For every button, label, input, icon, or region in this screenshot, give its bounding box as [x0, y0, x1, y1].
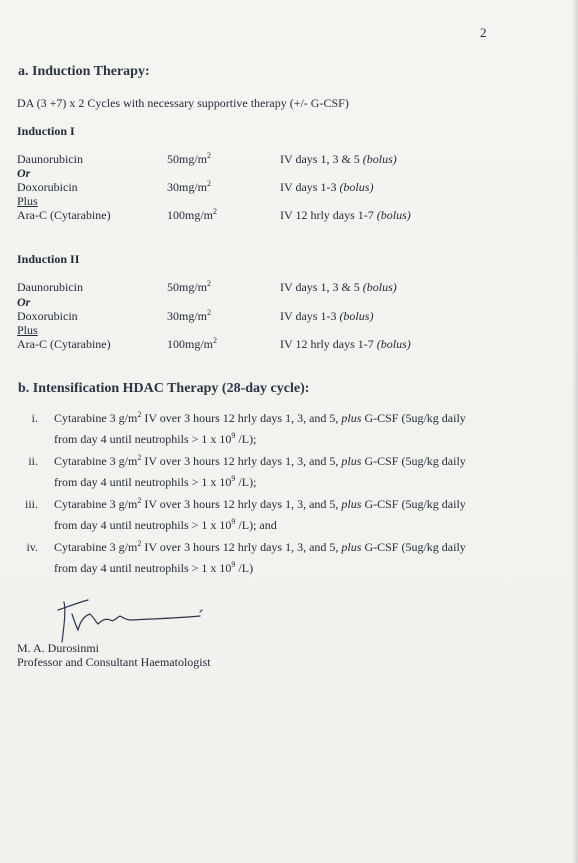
drug-dose: $30mg/m^2$ [167, 308, 212, 323]
list-item-line: from day 4 until neutrophils > 1 x $10^9$ /L); and [54, 517, 277, 532]
drug-name: Ara-C (Cytarabine) [17, 337, 111, 351]
list-number: ii. [28, 454, 38, 468]
drug-route: IV days 1-3 (bolus) [280, 309, 374, 323]
drug-name: Daunorubicin [17, 152, 83, 166]
drug-route: IV 12 hrly days 1-7 (bolus) [280, 208, 411, 222]
list-number: i. [31, 411, 38, 425]
list-item-line: Cytarabine 3 $g/m^2$ IV over 3 hours 12 hrly days 1, 3, and 5, plus G-CSF (5ug/kg daily [54, 410, 466, 425]
scan-edge-shadow [572, 0, 578, 863]
section-b-heading: b. Intensification HDAC Therapy (28-day cycle): [18, 381, 310, 396]
list-item-line: from day 4 until neutrophils > 1 x $10^9$ /L); [54, 474, 257, 489]
list-item-line: Cytarabine 3 $g/m^2$ IV over 3 hours 12 hrly days 1, 3, and 5, plus G-CSF (5ug/kg daily [54, 496, 466, 511]
drug-name: Doxorubicin [17, 180, 78, 194]
drug-name: Ara-C (Cytarabine) [17, 208, 111, 222]
plus-conjunction: Plus [17, 323, 38, 337]
drug-dose: $50mg/m^2$ [167, 279, 212, 294]
list-item-line: from day 4 until neutrophils > 1 x $10^9$ /L); [54, 431, 257, 446]
or-conjunction: Or [17, 295, 31, 309]
drug-dose: $30mg/m^2$ [167, 179, 212, 194]
section-a-heading: a. Induction Therapy: [18, 64, 150, 79]
handwritten-signature [50, 592, 210, 644]
list-item-line: Cytarabine 3 $g/m^2$ IV over 3 hours 12 hrly days 1, 3, and 5, plus G-CSF (5ug/kg daily [54, 539, 466, 554]
drug-dose: $50mg/m^2$ [167, 151, 212, 166]
drug-dose: $100mg/m^2$ [167, 336, 218, 351]
plus-conjunction: Plus [17, 194, 38, 208]
list-number: iv. [26, 540, 38, 554]
induction-1-title: Induction I [17, 124, 75, 138]
drug-route: IV days 1, 3 & 5 (bolus) [280, 152, 397, 166]
page-number: 2 [480, 25, 487, 40]
list-number: iii. [24, 497, 38, 511]
list-item-line: from day 4 until neutrophils > 1 x $10^9$ /L) [54, 560, 254, 575]
list-item-line: Cytarabine 3 $g/m^2$ IV over 3 hours 12 hrly days 1, 3, and 5, plus G-CSF (5ug/kg daily [54, 453, 466, 468]
drug-route: IV 12 hrly days 1-7 (bolus) [280, 337, 411, 351]
induction-intro: DA (3 +7) x 2 Cycles with necessary supportive therapy (+/- G-CSF) [17, 96, 349, 110]
drug-dose: $100mg/m^2$ [167, 207, 218, 222]
induction-2-title: Induction II [17, 252, 80, 266]
drug-name: Daunorubicin [17, 280, 83, 294]
drug-route: IV days 1-3 (bolus) [280, 180, 374, 194]
signatory-name: M. A. Durosinmi [17, 641, 100, 655]
drug-route: IV days 1, 3 & 5 (bolus) [280, 280, 397, 294]
drug-name: Doxorubicin [17, 309, 78, 323]
or-conjunction: Or [17, 166, 31, 180]
signatory-title: Professor and Consultant Haematologist [17, 655, 211, 669]
